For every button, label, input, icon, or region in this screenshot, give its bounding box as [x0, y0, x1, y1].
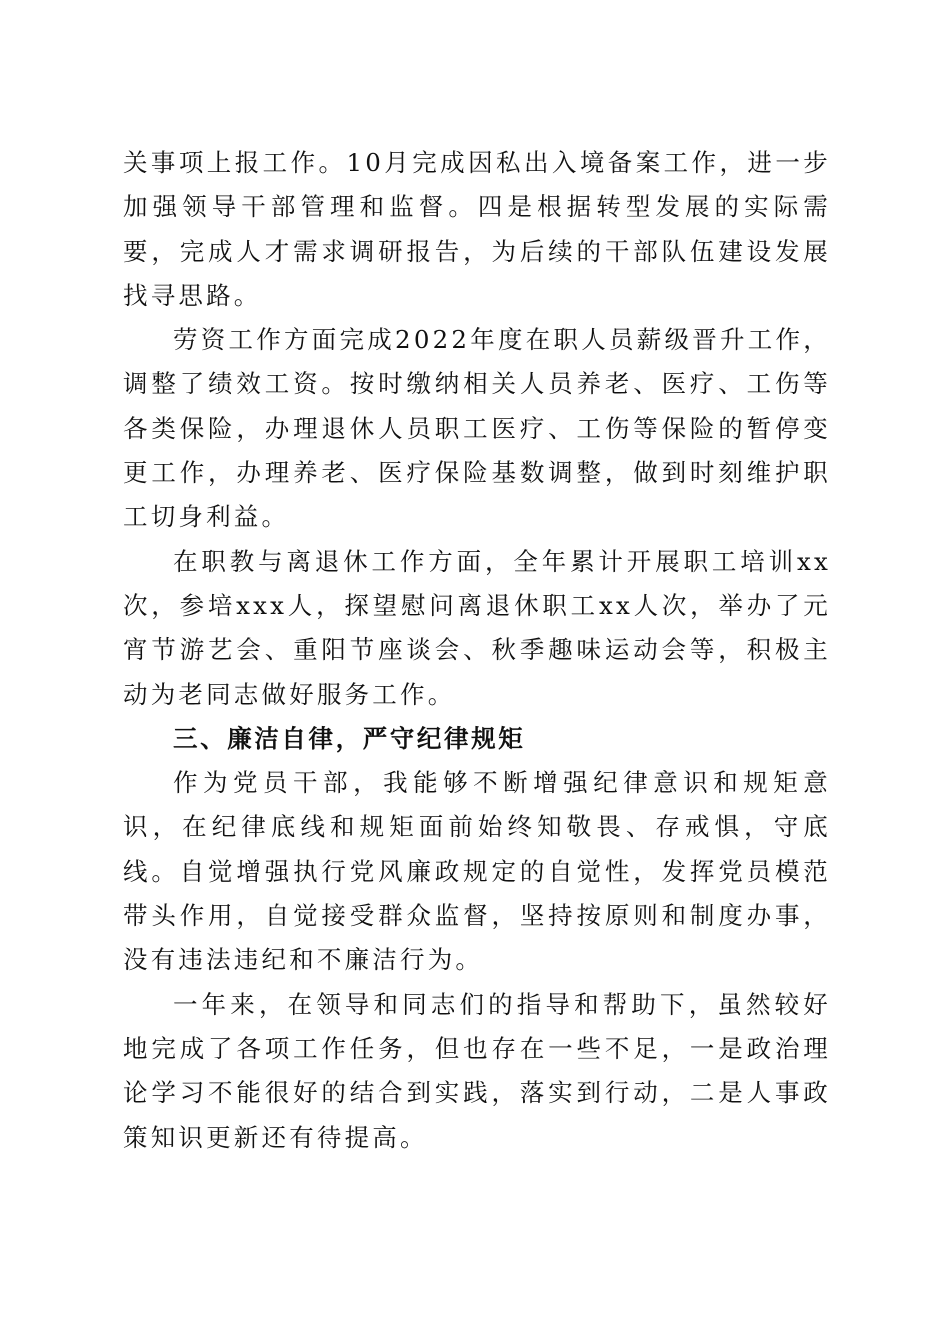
paragraph-cadre-management: 关事项上报工作。10月完成因私出入境备案工作，进一步加强领导干部管理和监督。四是根据转型发展的实际需要，完成人才需求调研报告，为后续的干部队伍建设发展找寻思路。: [123, 148, 831, 310]
section-heading-integrity: 三、廉洁自律，严守纪律规矩: [173, 723, 526, 753]
paragraph-discipline: 作为党员干部，我能够不断增强纪律意识和规矩意识，在纪律底线和规矩面前始终知敬畏、存戒惧，守底线。自觉增强执行党风廉政规定的自觉性，发挥党员模范带头作用，自觉接受群众监督，坚持按原则和制度办事，没有违法违纪和不廉洁行为。: [123, 768, 831, 975]
paragraph-labor-wages: 劳资工作方面完成2022年度在职人员薪级晋升工作，调整了绩效工资。按时缴纳相关人员养老、医疗、工伤等各类保险，办理退休人员职工医疗、工伤等保险的暂停变更工作，办理养老、医疗保险基数调整，做到时刻维护职工切身利益。: [123, 325, 831, 532]
document-body: [123, 141, 831, 1160]
paragraph-retirement-training: 在职教与离退休工作方面，全年累计开展职工培训xx次，参培xxx人，探望慰问离退休职工xx人次，举办了元宵节游艺会、重阳节座谈会、秋季趣味运动会等，积极主动为老同志做好服务工作。: [123, 546, 831, 709]
paragraph-summary-shortcomings: 一年来，在领导和同志们的指导和帮助下，虽然较好地完成了各项工作任务，但也存在一些不足，一是政治理论学习不能很好的结合到实践，落实到行动，二是人事政策知识更新还有待提高。: [123, 989, 831, 1152]
